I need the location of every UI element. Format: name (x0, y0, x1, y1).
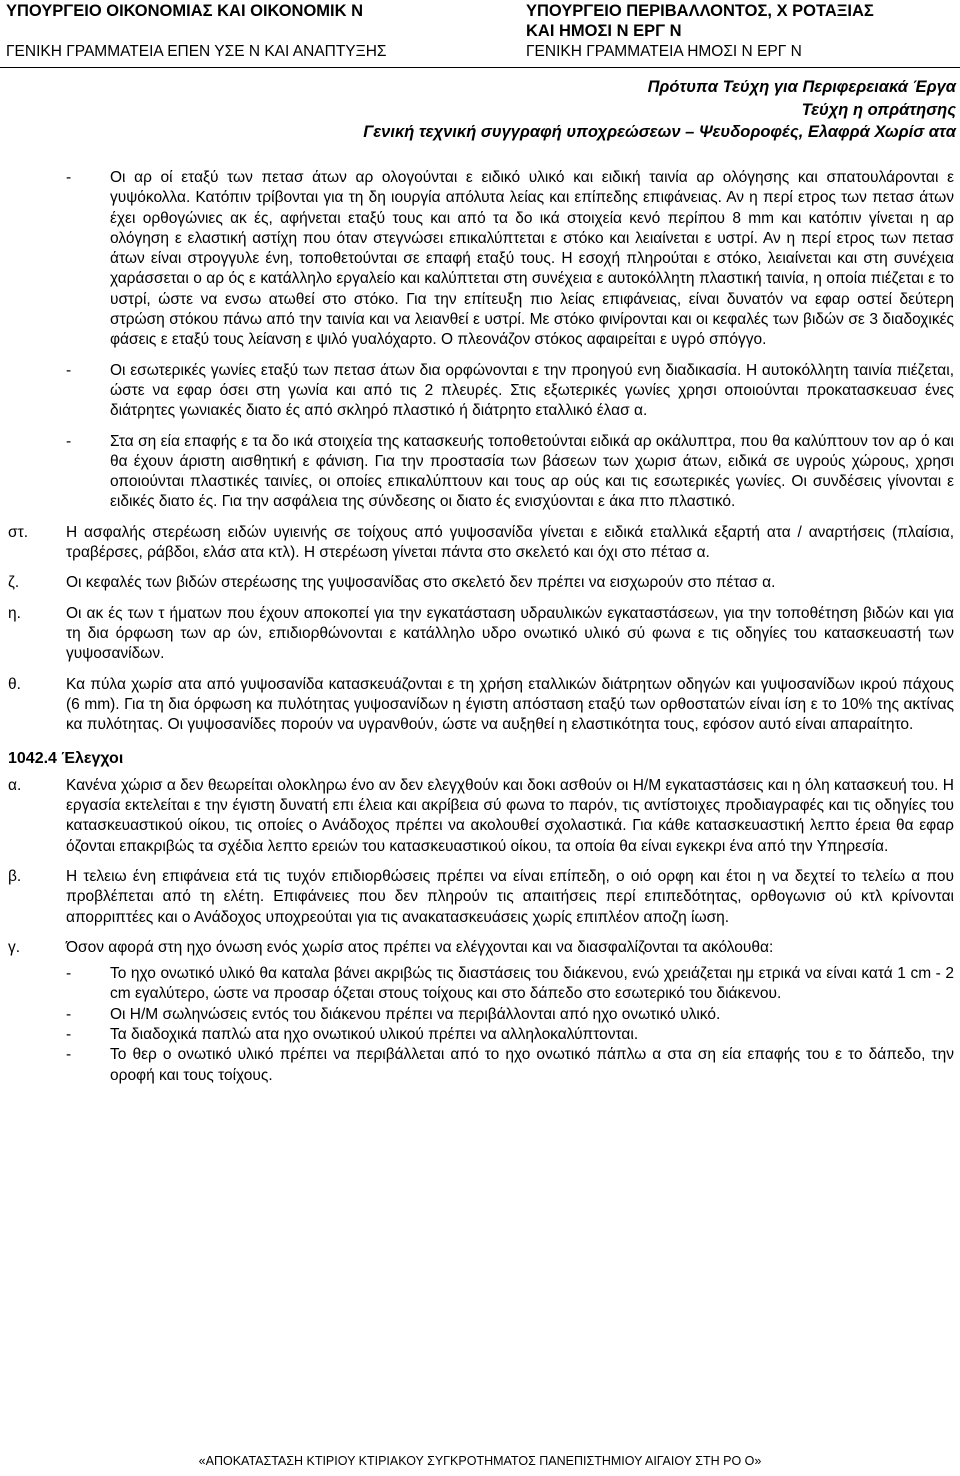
paragraph: Οι κεφαλές των βιδών στερέωσης της γυψοσανίδας στο σκελετό δεν πρέπει να εισχωρούν στο πέτασ α. (66, 574, 776, 592)
list-marker: ζ. (8, 574, 20, 592)
list-bullet: - (66, 965, 72, 983)
list-item (0, 361, 960, 422)
paragraph: Οι αρ οί εταξύ των πετασ άτων αρ ολογούνται ε ειδικό υλικό και ειδική ταινία αρ ολόγησης και σπατουλάρονται ε γυψόκολλα. Κατόπιν τρίβονται για τη δη ιουργία απόλυτα λείας και επίπεδης επιφάνειας. Αν η περί ετρος των πετασ άτων έχει ορθογώνιες ακ ές, αφήνεται εταξύ τους και από τα δο ικά στοιχεία κενό περίπου 8 mm και κατόπιν γίνεται η αρ ολόγηση ε ελαστική αστίχη που όταν στεγνώσει επικαλύπτεται ε στόκο και λειαίνεται ε υστρί. Αν η περί ετρος των πετασ άτων είναι στρογγυλε ένη, τοποθετούνται σε επαφή εταξύ τους. Η εσοχή πληρούται ε στόκο, λειαίνεται και στη συνέχεια χαράσσεται ο αρ ός ε κατάλληλο εργαλείο και καλύπτεται στη συνέχεια ε αυτοκόλλητη πλαστική ταινία, η οποία πιέζεται ε το υστρί, ώστε να ενσω ατωθεί στο στόκο. Για την επίτευξη πιο λείας επιφάνειας, είναι δυνατόν να εφαρ οστεί δεύτερη στρώση στόκου πάνω από την ταινία και να λειανθεί ε υστρί. Με στόκο φινίρονται και οι κεφαλές των βιδών σε 3 διαδοχικές φάσεις ε εταξύ τους λείανση ε ψιλό γυαλόχαρτο. Ο πλεονάζον στόκος αφαιρείται ε υγρό σπόγγο. (110, 169, 954, 349)
list-bullet: - (66, 1046, 72, 1064)
header-divider (0, 67, 960, 68)
list-item (0, 523, 960, 564)
list-item (0, 573, 960, 593)
list-item (0, 964, 960, 1005)
paragraph: Οι εσωτερικές γωνίες εταξύ των πετασ άτων δια ορφώνονται ε την προηγού ενη διαδικασία. Η αυτοκόλλητη ταινία πιέζεται, ώστε να εφαρ όσει στη γωνία και από τις 2 πλευρές. Στις εξωτερικές γωνίες χρησι οποιούνται προκατασκευασ ένες διάτρητες γωνιακές διατο ές από σκληρό πλαστικό ή διάτρητο εταλλικό έλασ α. (110, 361, 954, 420)
ministry-right-title: ΥΠΟΥΡΓΕΙΟ ΠΕΡΙΒΑΛΛΟΝΤΟΣ, Χ ΡΟΤΑΞΙΑΣ (526, 2, 874, 20)
list-bullet: - (66, 432, 72, 450)
list-item (0, 675, 960, 736)
list-item (0, 867, 960, 928)
paragraph: Το ηχο ονωτικό υλικό θα καταλα βάνει ακριβώς τις διαστάσεις του διάκενου, ενώ χρειάζεται ημ ετρικά να είναι κατά 1 cm - 2 cm εγαλύτερο, ώστε να προσαρ όζεται στους τοίχους και στο δάπεδο στο εσωτερικό του διάκενου. (110, 965, 954, 1003)
ministry-right-title-line2: ΚΑΙ ΗΜΟΣΙ Ν ΕΡΓ Ν (526, 22, 682, 40)
document-section-title: Γενική τεχνική συγγραφή υποχρεώσεων – Ψευδοροφές, Ελαφρά Χωρίσ ατα (363, 123, 956, 141)
ministry-left-title: ΥΠΟΥΡΓΕΙΟ ΟΙΚΟΝΟΜΙΑΣ ΚΑΙ ΟΙΚΟΝΟΜΙΚ Ν (6, 2, 364, 20)
list-bullet: - (66, 1005, 72, 1023)
paragraph: Το θερ ο ονωτικό υλικό πρέπει να περιβάλλεται από το ηχο ονωτικό πάπλω α στα ση εία επαφής του ε το δάπεδο, την οροφή και τους τοίχους. (110, 1046, 954, 1084)
ministry-right-subtitle: ΓΕΝΙΚΗ ΓΡΑΜΜΑΤΕΙΑ ΗΜΟΣΙ Ν ΕΡΓ Ν (526, 43, 802, 60)
list-item (0, 432, 960, 513)
list-marker: στ. (8, 523, 28, 541)
list-bullet: - (66, 1025, 72, 1043)
list-item (0, 938, 960, 958)
paragraph: Κα πύλα χωρίσ ατα από γυψοσανίδα κατασκευάζονται ε τη χρήση εταλλικών διάτρητων οδηγών και γυψοσανίδων ικρού πάχους (6 mm). Για τη δια όρφωση κα πυλότητας γυψοσανίδων η έγιστη απόσταση εταξύ των ορθοστατών είναι ίση ε το 10% της ακτίνας κα πυλότητας. Οι γυψοσανίδες πορούν να υγρανθούν, ώστε να αυξηθεί η ελαστικότητα τους, εφόσον αυτό είναι απαραίτητο. (66, 675, 954, 734)
paragraph: Η τελειω ένη επιφάνεια ετά τις τυχόν επιδιορθώσεις πρέπει να είναι επίπεδη, ο οιό ορφη και έτοι η να δεχτεί το τελείω α που προβλέπεται από τη ελέτη. Επιφάνειες που δεν πληρούν τις απαιτήσεις περί επιπεδότητας, ορθογωνισ ού κτλ κρίνονται απορριπτέες και ο Ανάδοχος υποχρεούται για τις ανακατασκευάσεις χωρίς επιπλέον αποζη ίωση. (66, 867, 954, 926)
list-marker: η. (8, 604, 21, 622)
list-marker: α. (8, 776, 22, 794)
list-bullet: - (66, 361, 72, 379)
list-item (0, 604, 960, 665)
list-item (0, 168, 960, 351)
list-bullet: - (66, 169, 72, 186)
paragraph: Οι ακ ές των τ ήματων που έχουν αποκοπεί για την εγκατάσταση υδραυλικών εγκαταστάσεων, για την τοποθέτηση βιδών και για τη δια όρφωση των αρ ών, επιδιορθώνονται ε κατάλληλο υδρο ονωτικό υλικό σύ φωνα ε τις οδηγίες του κατασκευαστή των γυψοσανίδων. (66, 604, 954, 663)
document-volume-title: Τεύχη η οπράτησης (801, 101, 956, 119)
document-series-title: Πρότυπα Τεύχη για Περιφερειακά Έργα (647, 78, 956, 96)
ministry-left-subtitle: ΓΕΝΙΚΗ ΓΡΑΜΜΑΤΕΙΑ ΕΠΕΝ ΥΣΕ Ν ΚΑΙ ΑΝΑΠΤΥΞΗΣ (6, 43, 387, 60)
document-body (0, 168, 960, 1086)
page-footer: «ΑΠΟΚΑΤΑΣΤΑΣΗ ΚΤΙΡΙΟΥ ΚΤΙΡΙΑΚΟΥ ΣΥΓΚΡΟΤΗΜΑΤΟΣ ΠΑΝΕΠΙΣΤΗΜΙΟΥ ΑΙΓΑΙΟΥ ΣΤΗ ΡΟ Ο» (198, 1454, 762, 1468)
paragraph: Τα διαδοχικά παπλώ ατα ηχο ονωτικού υλικού πρέπει να αλληλοκαλύπτονται. (110, 1025, 639, 1043)
list-marker: γ. (8, 938, 21, 956)
paragraph: Οι Η/Μ σωληνώσεις εντός του διάκενου πρέπει να περιβάλλονται από ηχο ονωτικό υλικό. (110, 1005, 721, 1023)
paragraph: Κανένα χώρισ α δεν θεωρείται ολοκληρω ένο αν δεν ελεγχθούν και δοκι ασθούν οι Η/Μ εγκαταστάσεις και η όλη κατασκευή του. Η εργασία εκτελείται ε την έγιστη δυνατή επι έλεια και ακρίβεια σύ φωνα το παρόν, τις αντίστοιχες προδιαγραφές και τις οδηγίες του κατασκευαστικού οίκου, τις οποίες ο Ανάδοχος πρέπει να ακολουθεί σχολαστικά. Για κάθε κατασκευαστική λεπτο έρεια θα εφαρ όζονται επακριβώς τα σχέδια λεπτο ερειών του κατασκευαστικού οίκου, τα οποία θα είναι εγκεκρι ένα από την Υπηρεσία. (66, 776, 954, 855)
paragraph: Η ασφαλής στερέωση ειδών υγιεινής σε τοίχους από γυψοσανίδα γίνεται ε ειδικά εταλλικά εξαρτή ατα / αναρτήσεις (πλαίσια, τραβέρσες, ράβδοι, ελάσ ατα κτλ). Η στερέωση γίνεται πάντα στο σκελετό και όχι στο πέτασ α. (66, 523, 954, 562)
list-marker: θ. (8, 675, 21, 693)
paragraph: Στα ση εία επαφής ε τα δο ικά στοιχεία της κατασκευής τοποθετούνται ειδικά αρ οκάλυπτρα, που θα καλύπτουν τον αρ ό και θα έχουν άριστη αισθητική ε φάνιση. Για την προστασία των βάσεων των χωρισ άτων, ειδικά σε υγρούς χώρους, χρησι οποιούνται πλαστικές ταινίες, οι οποίες επικαλύπτουν και τους αρ ούς και τις εσωτερικές γωνίες. Οι συνδέσεις γίνονται ε ειδικές διατο ές. Για την ασφάλεια της σύνδεσης οι διατο ές ενισχύονται ε άκα πτο πλαστικό. (110, 432, 954, 511)
list-item (0, 1025, 960, 1045)
section-heading: 1042.4 Έλεγχοι (8, 750, 124, 768)
list-marker: β. (8, 867, 22, 885)
list-item (0, 776, 960, 857)
list-item (0, 1005, 960, 1025)
list-item (0, 1045, 960, 1086)
paragraph: Όσον αφορά στη ηχο όνωση ενός χωρίσ ατος πρέπει να ελέγχονται και να διασφαλίζονται τα ακόλουθα: (66, 938, 774, 956)
